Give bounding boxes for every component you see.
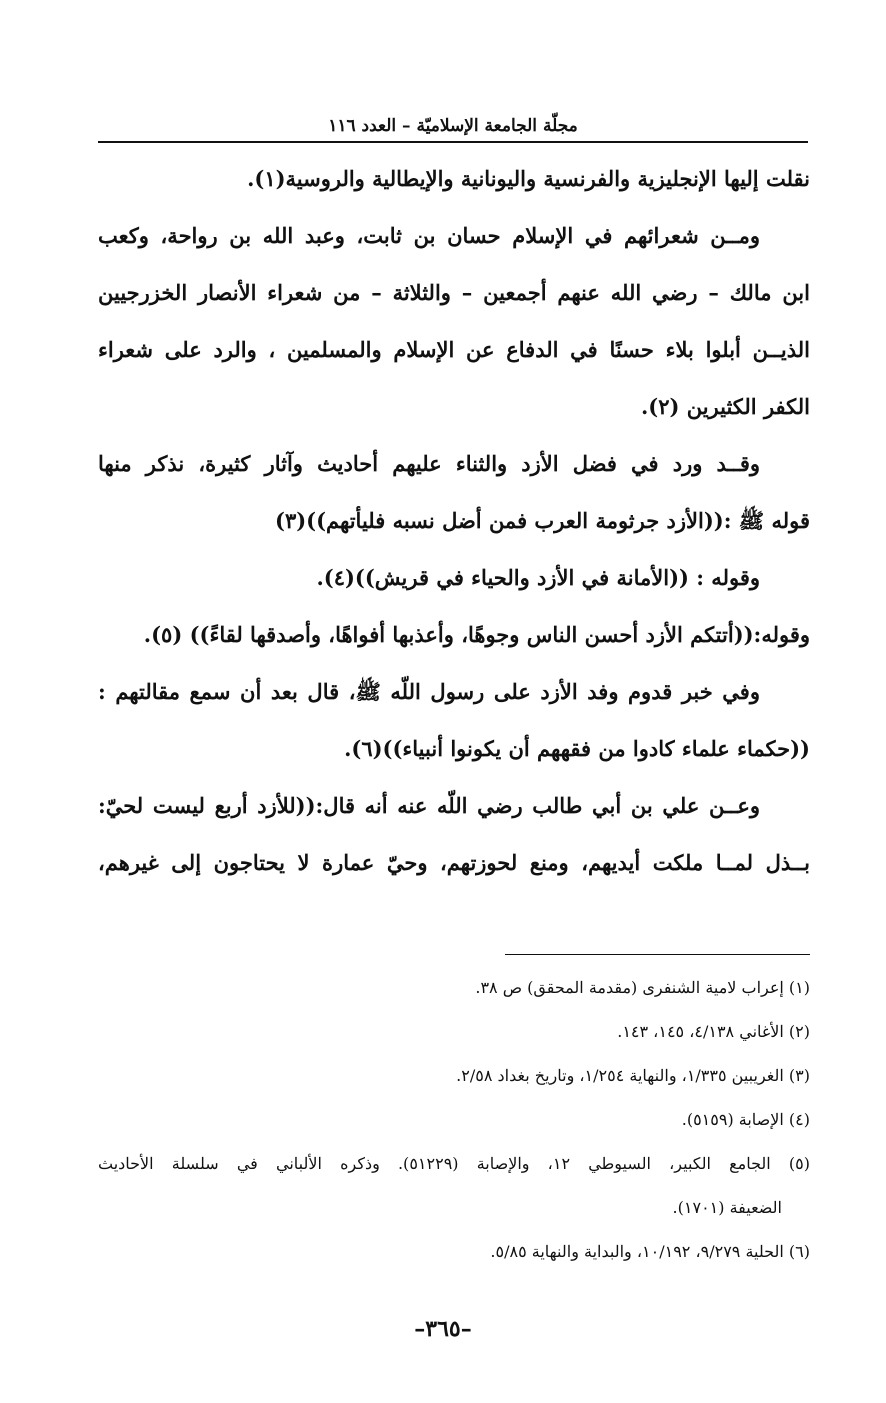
text-line-13: بــذل لمــا ملكت أيديهم، ومنع لحوزتهم، وحيّ عمارة لا يحتاجون إلى غيرهم، — [98, 850, 810, 875]
footnote-3: (٣) الغريبين ١/٣٣٥، والنهاية ١/٢٥٤، وتاريخ بغداد ٢/٥٨. — [456, 1066, 810, 1085]
text-line-12: وعــن علي بن أبي طالب رضي اللّه عنه أنه قال:((للأزد أربع ليست لحيّ: — [98, 793, 760, 818]
footnote-5: (٥) الجامع الكبير، السيوطي ١٢، والإصابة (٥١٢٢٩). وذكره الألباني في سلسلة الأحاديث — [98, 1154, 810, 1173]
footnote-4: (٤) الإصابة (٥١٥٩). — [681, 1110, 810, 1129]
footnote-2: (٢) الأغاني ٤/١٣٨، ١٤٥، ١٤٣. — [617, 1022, 810, 1041]
page-number: –٣٦٥– — [414, 1316, 472, 1342]
footnotes — [98, 966, 810, 1274]
text-line-7: قوله ﷺ :((الأزد جرثومة العرب فمن أضل نسبه فليأتهم))(٣) — [275, 508, 810, 533]
text-line-3: ابن مالك – رضي الله عنهم أجمعين – والثلاثة – من شعراء الأنصار الخزرجيين — [98, 280, 810, 305]
header-rule — [98, 141, 808, 143]
running-header: مجلّة الجامعة الإسلاميّة – العدد ١١٦ — [328, 116, 578, 136]
text-line-9: وقوله:((أتتكم الأزد أحسن الناس وجوهًا، وأعذبها أفواهًا، وأصدقها لقاءً)) (٥). — [143, 622, 810, 647]
main-text — [98, 150, 810, 891]
text-line-2: ومــن شعرائهم في الإسلام حسان بن ثابت، وعبد الله بن رواحة، وكعب — [98, 223, 760, 248]
text-line-10: وفي خبر قدوم وفد الأزد على رسول اللّه ﷺ، قال بعد أن سمع مقالتهم : — [98, 679, 760, 704]
text-line-5: الكفر الكثيرين (٢). — [640, 394, 810, 419]
footnote-1: (١) إعراب لامية الشنفرى (مقدمة المحقق) ص ٣٨. — [475, 978, 810, 997]
footnote-6: (٦) الحلية ٩/٢٧٩، ١٠/١٩٢، والبداية والنهاية ٥/٨٥. — [490, 1242, 810, 1261]
text-line-8: وقوله : ((الأمانة في الأزد والحياء في قريش))(٤). — [316, 565, 760, 590]
text-line-6: وقــد ورد في فضل الأزد والثناء عليهم أحاديث وآثار كثيرة، نذكر منها — [98, 451, 760, 476]
footnote-separator — [505, 954, 810, 955]
footnote-5-continuation: الضعيفة (١٧٠١). — [672, 1198, 782, 1217]
text-line-4: الذيــن أبلوا بلاء حسنًا في الدفاع عن الإسلام والمسلمين ، والرد على شعراء — [98, 337, 810, 362]
text-line-11: ((حكماء علماء كادوا من فقههم أن يكونوا أنبياء))(٦). — [344, 736, 810, 761]
text-line-1: نقلت إليها الإنجليزية والفرنسية واليونانية والإيطالية والروسية(١). — [247, 166, 810, 191]
